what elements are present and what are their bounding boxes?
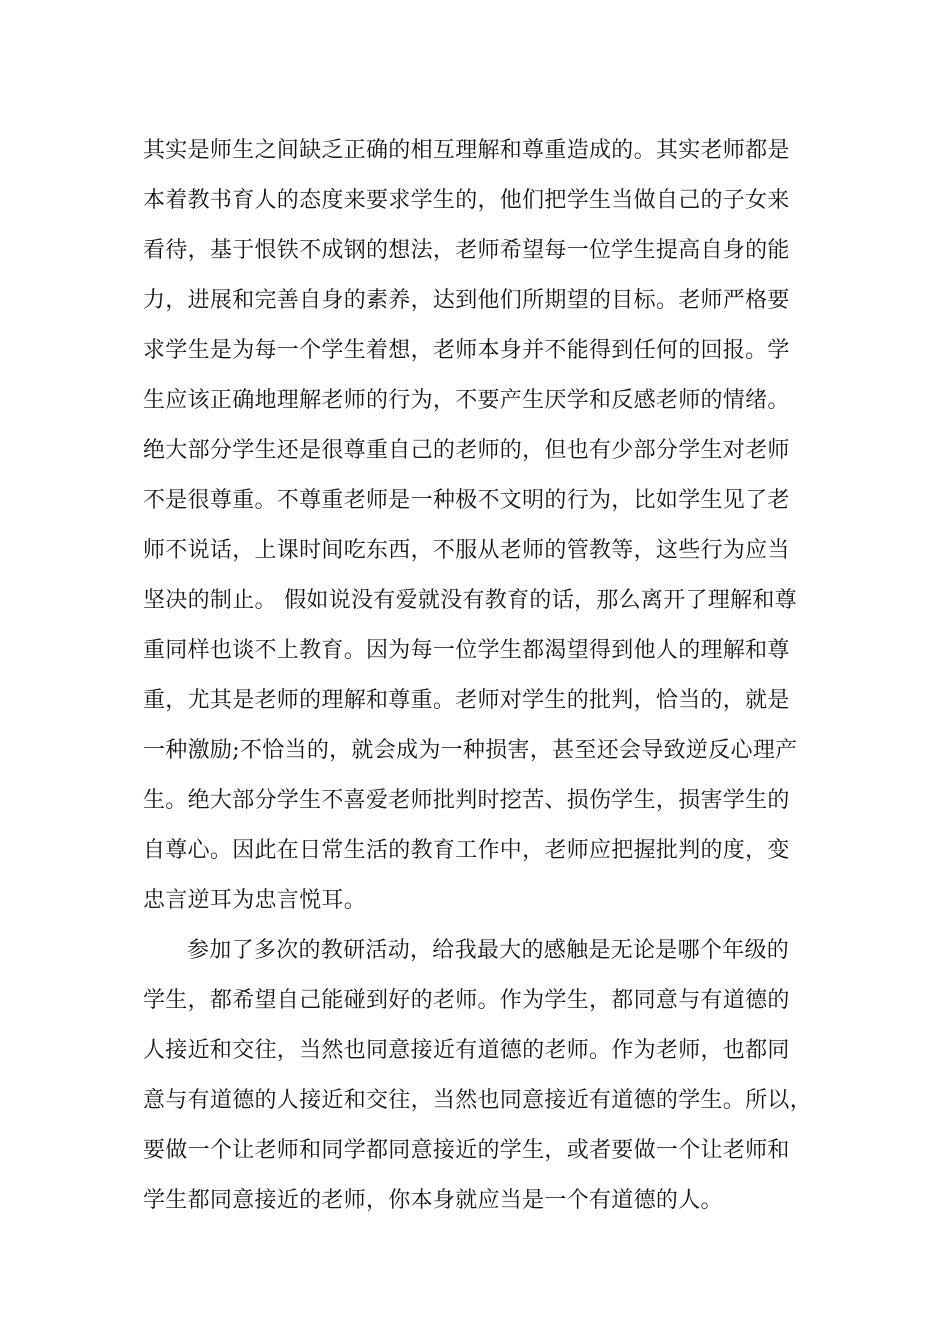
paragraph-1-line-9: 师不说话，上课时间吃东西，不服从老师的管教等，这些行为应当 — [143, 538, 790, 563]
paragraph-2-line-5: 要做一个让老师和同学都同意接近的学生，或者要做一个让老师和 — [143, 1138, 790, 1163]
paragraph-2-line-4: 意与有道德的人接近和交往，当然也同意接近有道德的学生。所以， — [143, 1088, 813, 1113]
paragraph-2-line-3: 人接近和交往，当然也同意接近有道德的老师。作为老师，也都同 — [143, 1038, 790, 1063]
paragraph-1-line-13: 一种激励;不恰当的，就会成为一种损害，甚至还会导致逆反心理产 — [143, 738, 798, 763]
paragraph-1-line-3: 看待，基于恨铁不成钢的想法，老师希望每一位学生提高自身的能 — [143, 238, 790, 263]
paragraph-1-line-8: 不是很尊重。不尊重老师是一种极不文明的行为，比如学生见了老 — [143, 488, 790, 513]
paragraph-2-line-2: 学生，都希望自己能碰到好的老师。作为学生，都同意与有道德的 — [143, 988, 790, 1013]
paragraph-1-line-5: 求学生是为每一个学生着想，老师本身并不能得到任何的回报。学 — [143, 338, 790, 363]
paragraph-1-line-4: 力，进展和完善自身的素养，达到他们所期望的目标。老师严格要 — [143, 288, 790, 313]
paragraph-2-line-1: 参加了多次的教研活动，给我最大的感触是无论是哪个年级的 — [187, 938, 790, 963]
paragraph-1-line-6: 生应该正确地理解老师的行为，不要产生厌学和反感老师的情绪。 — [143, 388, 790, 413]
paragraph-2-line-6: 学生都同意接近的老师，你本身就应当是一个有道德的人。 — [143, 1188, 723, 1213]
paragraph-1-line-7: 绝大部分学生还是很尊重自己的老师的，但也有少部分学生对老师 — [143, 438, 790, 463]
paragraph-1-line-10: 坚决的制止。 假如说没有爱就没有教育的话，那么离开了理解和尊 — [143, 588, 797, 613]
paragraph-1-line-11: 重同样也谈不上教育。因为每一位学生都渴望得到他人的理解和尊 — [143, 638, 790, 663]
paragraph-1-line-16: 忠言逆耳为忠言悦耳。 — [143, 888, 367, 913]
paragraph-1-line-15: 自尊心。因此在日常生活的教育工作中，老师应把握批判的度，变 — [143, 838, 790, 863]
paragraph-1-line-2: 本着教书育人的态度来要求学生的，他们把学生当做自己的子女来 — [143, 188, 790, 213]
paragraph-1-line-12: 重，尤其是老师的理解和尊重。老师对学生的批判，恰当的，就是 — [143, 688, 790, 713]
paragraph-1-line-14: 生。绝大部分学生不喜爱老师批判时挖苦、损伤学生，损害学生的 — [143, 788, 790, 813]
paragraph-1-line-1: 其实是师生之间缺乏正确的相互理解和尊重造成的。其实老师都是 — [143, 138, 790, 163]
